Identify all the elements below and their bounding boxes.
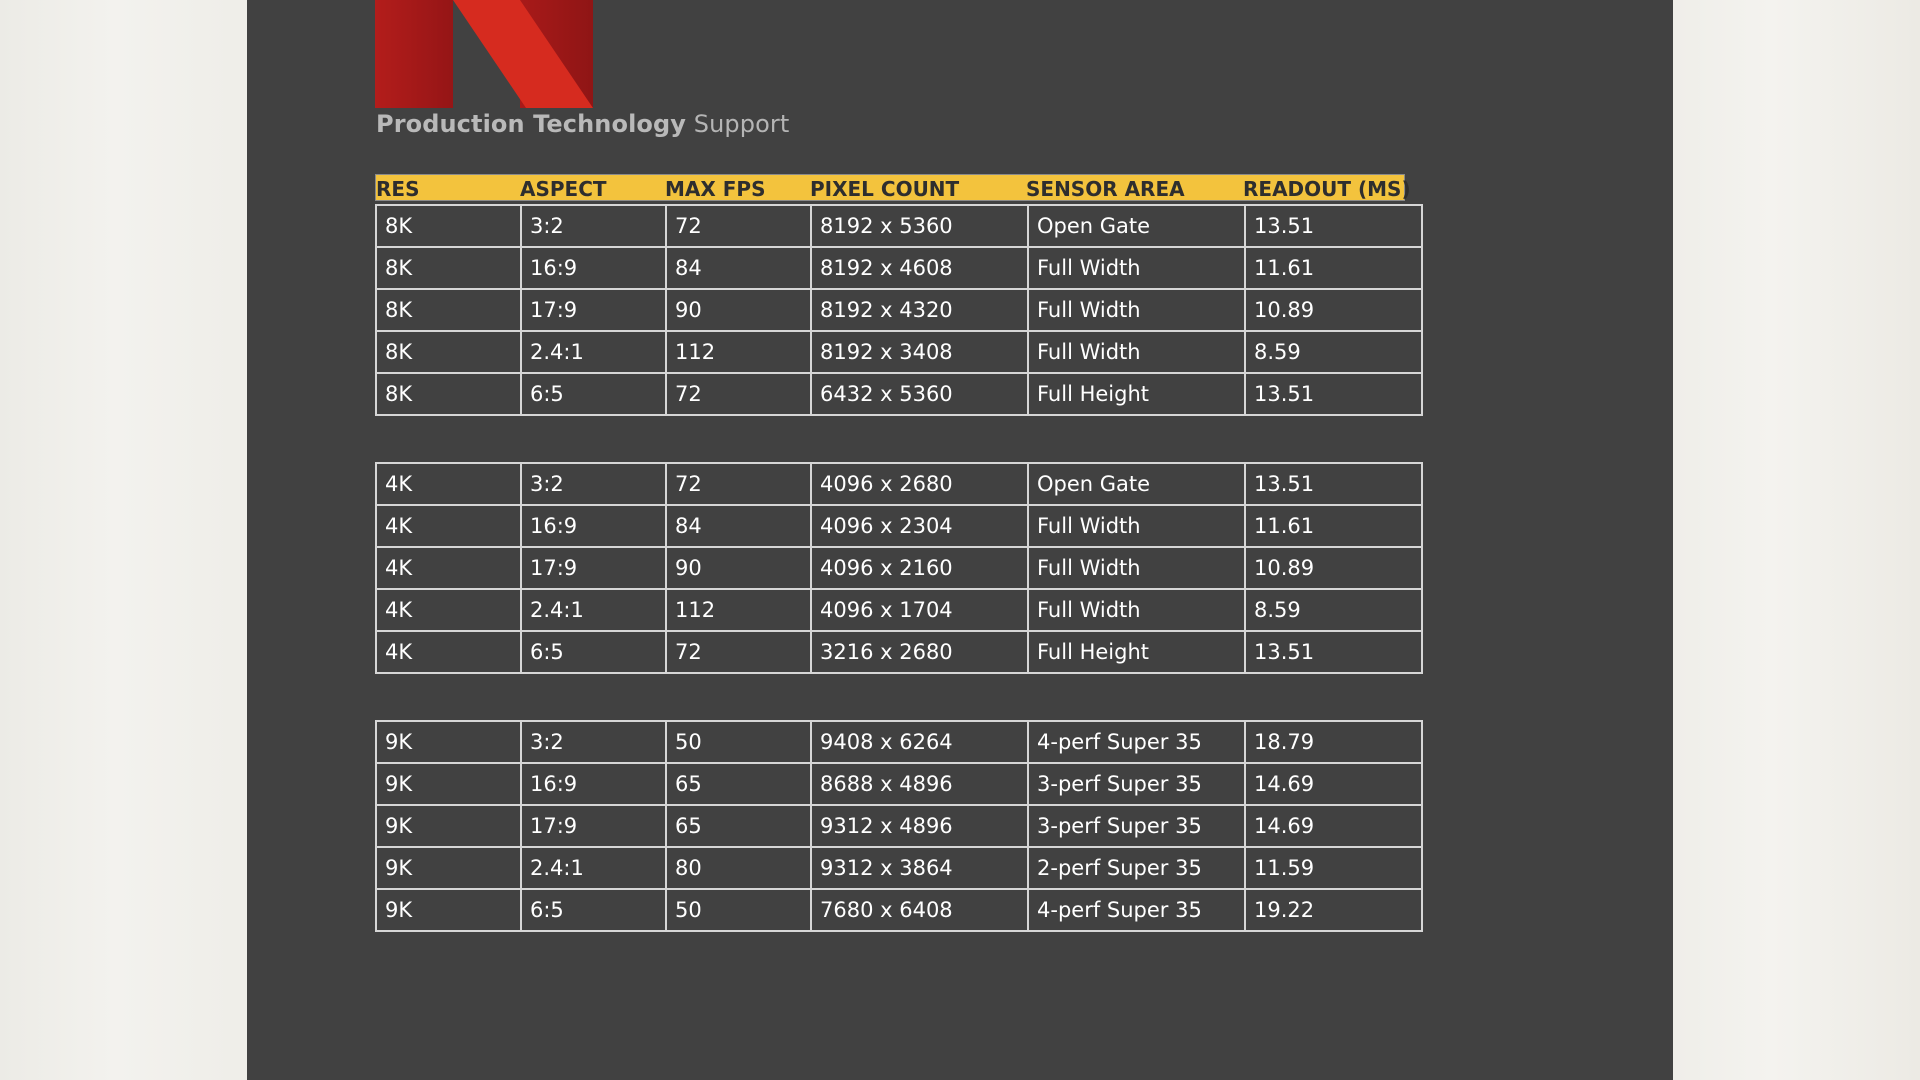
cell-max-fps: 72	[666, 463, 811, 505]
cell-pixel-count: 3216 x 2680	[811, 631, 1028, 673]
cell-pixel-count: 9312 x 3864	[811, 847, 1028, 889]
cell-aspect: 2.4:1	[521, 331, 666, 373]
table-row	[376, 463, 1422, 505]
cell-sensor-area: Open Gate	[1028, 463, 1245, 505]
cell-aspect: 6:5	[521, 889, 666, 931]
cell-readout: 18.79	[1245, 721, 1422, 763]
cell-readout: 19.22	[1245, 889, 1422, 931]
cell-pixel-count: 4096 x 2160	[811, 547, 1028, 589]
brand-title-light: Support	[693, 110, 790, 138]
cell-max-fps: 72	[666, 631, 811, 673]
cell-pixel-count: 9312 x 4896	[811, 805, 1028, 847]
table-row	[376, 589, 1422, 631]
cell-pixel-count: 4096 x 2680	[811, 463, 1028, 505]
cell-res: 4K	[376, 505, 521, 547]
netflix-n-logo	[375, 0, 593, 108]
cell-res: 8K	[376, 247, 521, 289]
cell-aspect: 16:9	[521, 247, 666, 289]
cell-readout: 11.61	[1245, 505, 1422, 547]
cell-aspect: 2.4:1	[521, 589, 666, 631]
cell-max-fps: 50	[666, 889, 811, 931]
cell-aspect: 17:9	[521, 547, 666, 589]
cell-pixel-count: 6432 x 5360	[811, 373, 1028, 415]
cell-res: 8K	[376, 331, 521, 373]
table-row	[376, 721, 1422, 763]
cell-aspect: 6:5	[521, 631, 666, 673]
cell-readout: 14.69	[1245, 805, 1422, 847]
cell-aspect: 16:9	[521, 505, 666, 547]
cell-max-fps: 90	[666, 547, 811, 589]
cell-aspect: 3:2	[521, 205, 666, 247]
column-header-readout: READOUT (MS)	[1243, 177, 1411, 201]
table-group-9k	[375, 720, 1423, 932]
cell-sensor-area: Full Width	[1028, 247, 1245, 289]
cell-readout: 8.59	[1245, 589, 1422, 631]
cell-sensor-area: 4-perf Super 35	[1028, 889, 1245, 931]
paper-background-right	[1673, 0, 1920, 1080]
cell-readout: 13.51	[1245, 463, 1422, 505]
cell-readout: 10.89	[1245, 289, 1422, 331]
cell-readout: 14.69	[1245, 763, 1422, 805]
cell-sensor-area: Full Height	[1028, 373, 1245, 415]
column-header-pixel-count: PIXEL COUNT	[810, 177, 960, 201]
cell-max-fps: 80	[666, 847, 811, 889]
cell-pixel-count: 8192 x 3408	[811, 331, 1028, 373]
table-row	[376, 289, 1422, 331]
cell-res: 9K	[376, 763, 521, 805]
cell-max-fps: 65	[666, 805, 811, 847]
cell-pixel-count: 9408 x 6264	[811, 721, 1028, 763]
cell-sensor-area: Open Gate	[1028, 205, 1245, 247]
cell-aspect: 17:9	[521, 805, 666, 847]
cell-res: 9K	[376, 805, 521, 847]
table-row	[376, 805, 1422, 847]
cell-aspect: 2.4:1	[521, 847, 666, 889]
table-row	[376, 889, 1422, 931]
cell-sensor-area: 2-perf Super 35	[1028, 847, 1245, 889]
column-header-sensor-area: SENSOR AREA	[1026, 177, 1185, 201]
cell-pixel-count: 8192 x 5360	[811, 205, 1028, 247]
cell-max-fps: 112	[666, 589, 811, 631]
brand-title	[376, 110, 789, 138]
table-header	[375, 174, 1411, 201]
table-row	[376, 505, 1422, 547]
cell-max-fps: 72	[666, 373, 811, 415]
cell-max-fps: 90	[666, 289, 811, 331]
cell-res: 4K	[376, 589, 521, 631]
cell-pixel-count: 7680 x 6408	[811, 889, 1028, 931]
cell-readout: 13.51	[1245, 205, 1422, 247]
cell-max-fps: 50	[666, 721, 811, 763]
cell-res: 9K	[376, 721, 521, 763]
cell-aspect: 17:9	[521, 289, 666, 331]
brand-title-strong: Production Technology	[376, 110, 687, 138]
cell-pixel-count: 8192 x 4608	[811, 247, 1028, 289]
table-row	[376, 763, 1422, 805]
cell-readout: 8.59	[1245, 331, 1422, 373]
table-row	[376, 547, 1422, 589]
cell-sensor-area: Full Width	[1028, 289, 1245, 331]
cell-sensor-area: 3-perf Super 35	[1028, 805, 1245, 847]
cell-aspect: 16:9	[521, 763, 666, 805]
cell-max-fps: 84	[666, 247, 811, 289]
table-row	[376, 631, 1422, 673]
cell-readout: 13.51	[1245, 373, 1422, 415]
cell-sensor-area: Full Width	[1028, 547, 1245, 589]
cell-aspect: 3:2	[521, 463, 666, 505]
cell-max-fps: 65	[666, 763, 811, 805]
cell-readout: 13.51	[1245, 631, 1422, 673]
cell-pixel-count: 8192 x 4320	[811, 289, 1028, 331]
cell-pixel-count: 8688 x 4896	[811, 763, 1028, 805]
cell-aspect: 3:2	[521, 721, 666, 763]
table-row	[376, 847, 1422, 889]
cell-pixel-count: 4096 x 2304	[811, 505, 1028, 547]
cell-sensor-area: Full Height	[1028, 631, 1245, 673]
slide	[247, 0, 1673, 1080]
column-header-aspect: ASPECT	[520, 177, 607, 201]
table-group-8k	[375, 204, 1423, 416]
table-group-4k	[375, 462, 1423, 674]
table-row	[376, 247, 1422, 289]
cell-sensor-area: Full Width	[1028, 505, 1245, 547]
table-row	[376, 373, 1422, 415]
cell-res: 8K	[376, 373, 521, 415]
column-header-res: RES	[376, 177, 420, 201]
cell-sensor-area: Full Width	[1028, 331, 1245, 373]
column-header-max-fps: MAX FPS	[665, 177, 766, 201]
cell-sensor-area: 3-perf Super 35	[1028, 763, 1245, 805]
cell-res: 4K	[376, 463, 521, 505]
cell-readout: 11.59	[1245, 847, 1422, 889]
cell-readout: 10.89	[1245, 547, 1422, 589]
table-row	[376, 205, 1422, 247]
cell-pixel-count: 4096 x 1704	[811, 589, 1028, 631]
cell-res: 4K	[376, 547, 521, 589]
cell-sensor-area: Full Width	[1028, 589, 1245, 631]
cell-max-fps: 84	[666, 505, 811, 547]
cell-aspect: 6:5	[521, 373, 666, 415]
cell-readout: 11.61	[1245, 247, 1422, 289]
cell-res: 9K	[376, 889, 521, 931]
cell-res: 4K	[376, 631, 521, 673]
cell-max-fps: 72	[666, 205, 811, 247]
table-row	[376, 331, 1422, 373]
cell-sensor-area: 4-perf Super 35	[1028, 721, 1245, 763]
cell-res: 9K	[376, 847, 521, 889]
cell-res: 8K	[376, 289, 521, 331]
cell-res: 8K	[376, 205, 521, 247]
cell-max-fps: 112	[666, 331, 811, 373]
